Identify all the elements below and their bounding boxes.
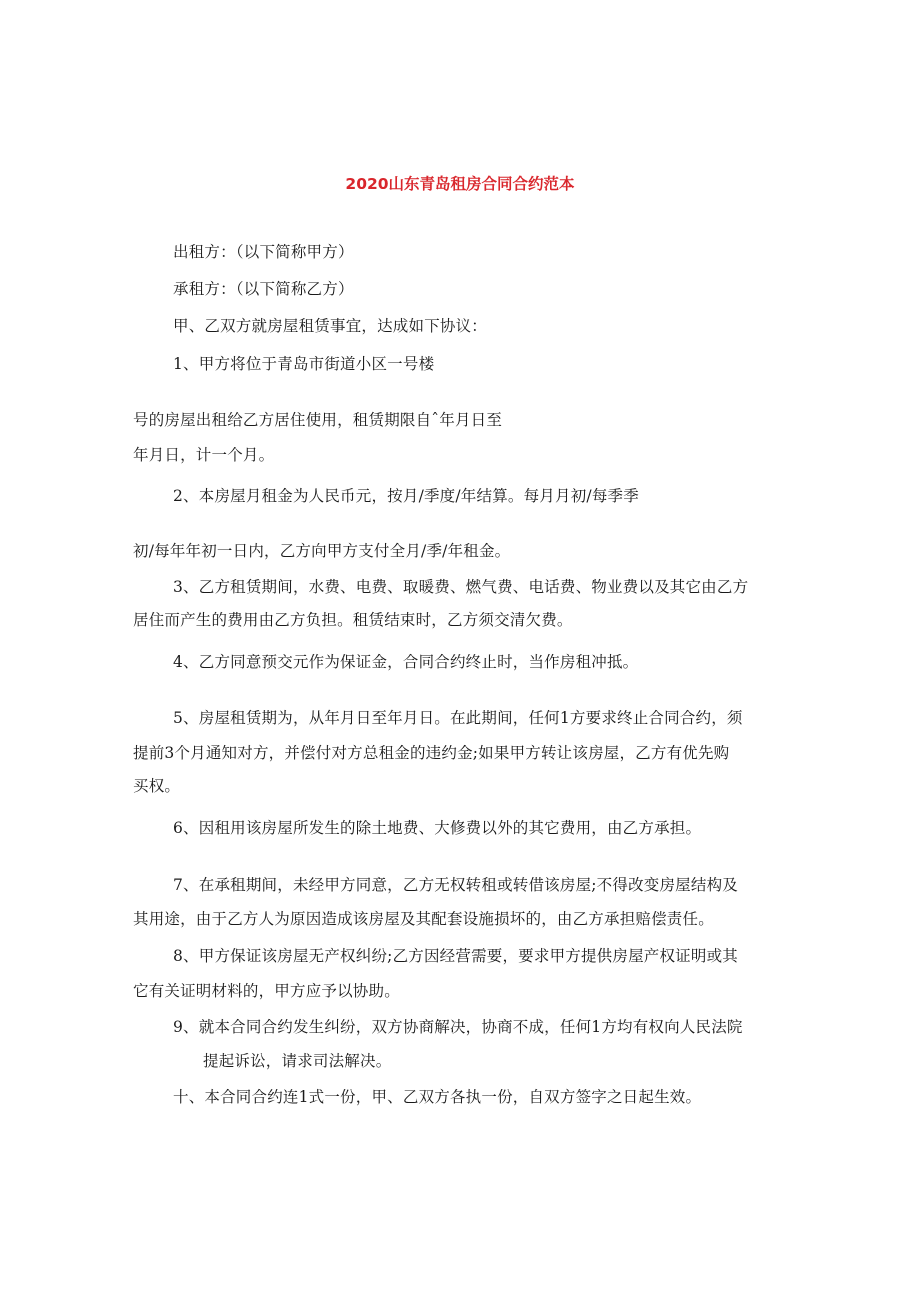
clause-1-line-1: 1、甲方将位于青岛市街道小区一号楼: [173, 355, 435, 373]
agreement-intro: 甲、乙双方就房屋租赁事宜，达成如下协议：: [173, 317, 488, 335]
clause-1-line-3: 年月日，计一个月。: [133, 446, 275, 464]
clause-2-line-1: 2、本房屋月租金为人民币元，按月/季度/年结算。每月月初/每季季: [173, 487, 639, 505]
clause-5-line-2: 提前3个月通知对方，并偿付对方总租金的违约金;如果甲方转让该房屋，乙方有优先购: [133, 744, 730, 762]
clause-3-line-1: 3、乙方租赁期间，水费、电费、取暖费、燃气费、电话费、物业费以及其它由乙方: [173, 578, 749, 596]
clause-5-line-3: 买权。: [133, 777, 181, 795]
clause-5-line-1: 5、房屋租赁期为，从年月日至年月日。在此期间，任何1方要求终止合同合约，须: [173, 709, 743, 727]
clause-6-line-1: 6、因租用该房屋所发生的除土地费、大修费以外的其它费用，由乙方承担。: [173, 819, 702, 837]
clause-8-line-2: 它有关证明材料的，甲方应予以协助。: [133, 982, 400, 1000]
clause-3-line-2: 居住而产生的费用由乙方负担。租赁结束时，乙方须交清欠费。: [133, 611, 573, 629]
clause-7-line-1: 7、在承租期间，未经甲方同意，乙方无权转租或转借该房屋;不得改变房屋结构及: [173, 876, 738, 894]
clause-7-line-2: 其用途，由于乙方人为原因造成该房屋及其配套设施损坏的，由乙方承担赔偿责任。: [133, 910, 714, 928]
clause-1-line-2: 号的房屋出租给乙方居住使用，租赁期限自ˆ年月日至: [133, 411, 503, 429]
clause-9-line-2: 提起诉讼，请求司法解决。: [203, 1052, 392, 1070]
clause-9-line-1: 9、就本合同合约发生纠纷，双方协商解决，协商不成，任何1方均有权向人民法院: [173, 1018, 743, 1036]
clause-10-line-1: 十、本合同合约连1式一份，甲、乙双方各执一份，自双方签字之日起生效。: [173, 1088, 702, 1106]
clause-4-line-1: 4、乙方同意预交元作为保证金，合同合约终止时，当作房租冲抵。: [173, 653, 639, 671]
lessee-line: 承租方：（以下简称乙方）: [173, 280, 354, 298]
lessor-line: 出租方：（以下简称甲方）: [173, 243, 354, 261]
clause-8-line-1: 8、甲方保证该房屋无产权纠纷;乙方因经营需要，要求甲方提供房屋产权证明或其: [173, 947, 738, 965]
clause-2-line-2: 初/每年年初一日内，乙方向甲方支付全月/季/年租金。: [133, 542, 511, 560]
document-title: 2020山东青岛租房合同合约范本: [345, 175, 575, 193]
